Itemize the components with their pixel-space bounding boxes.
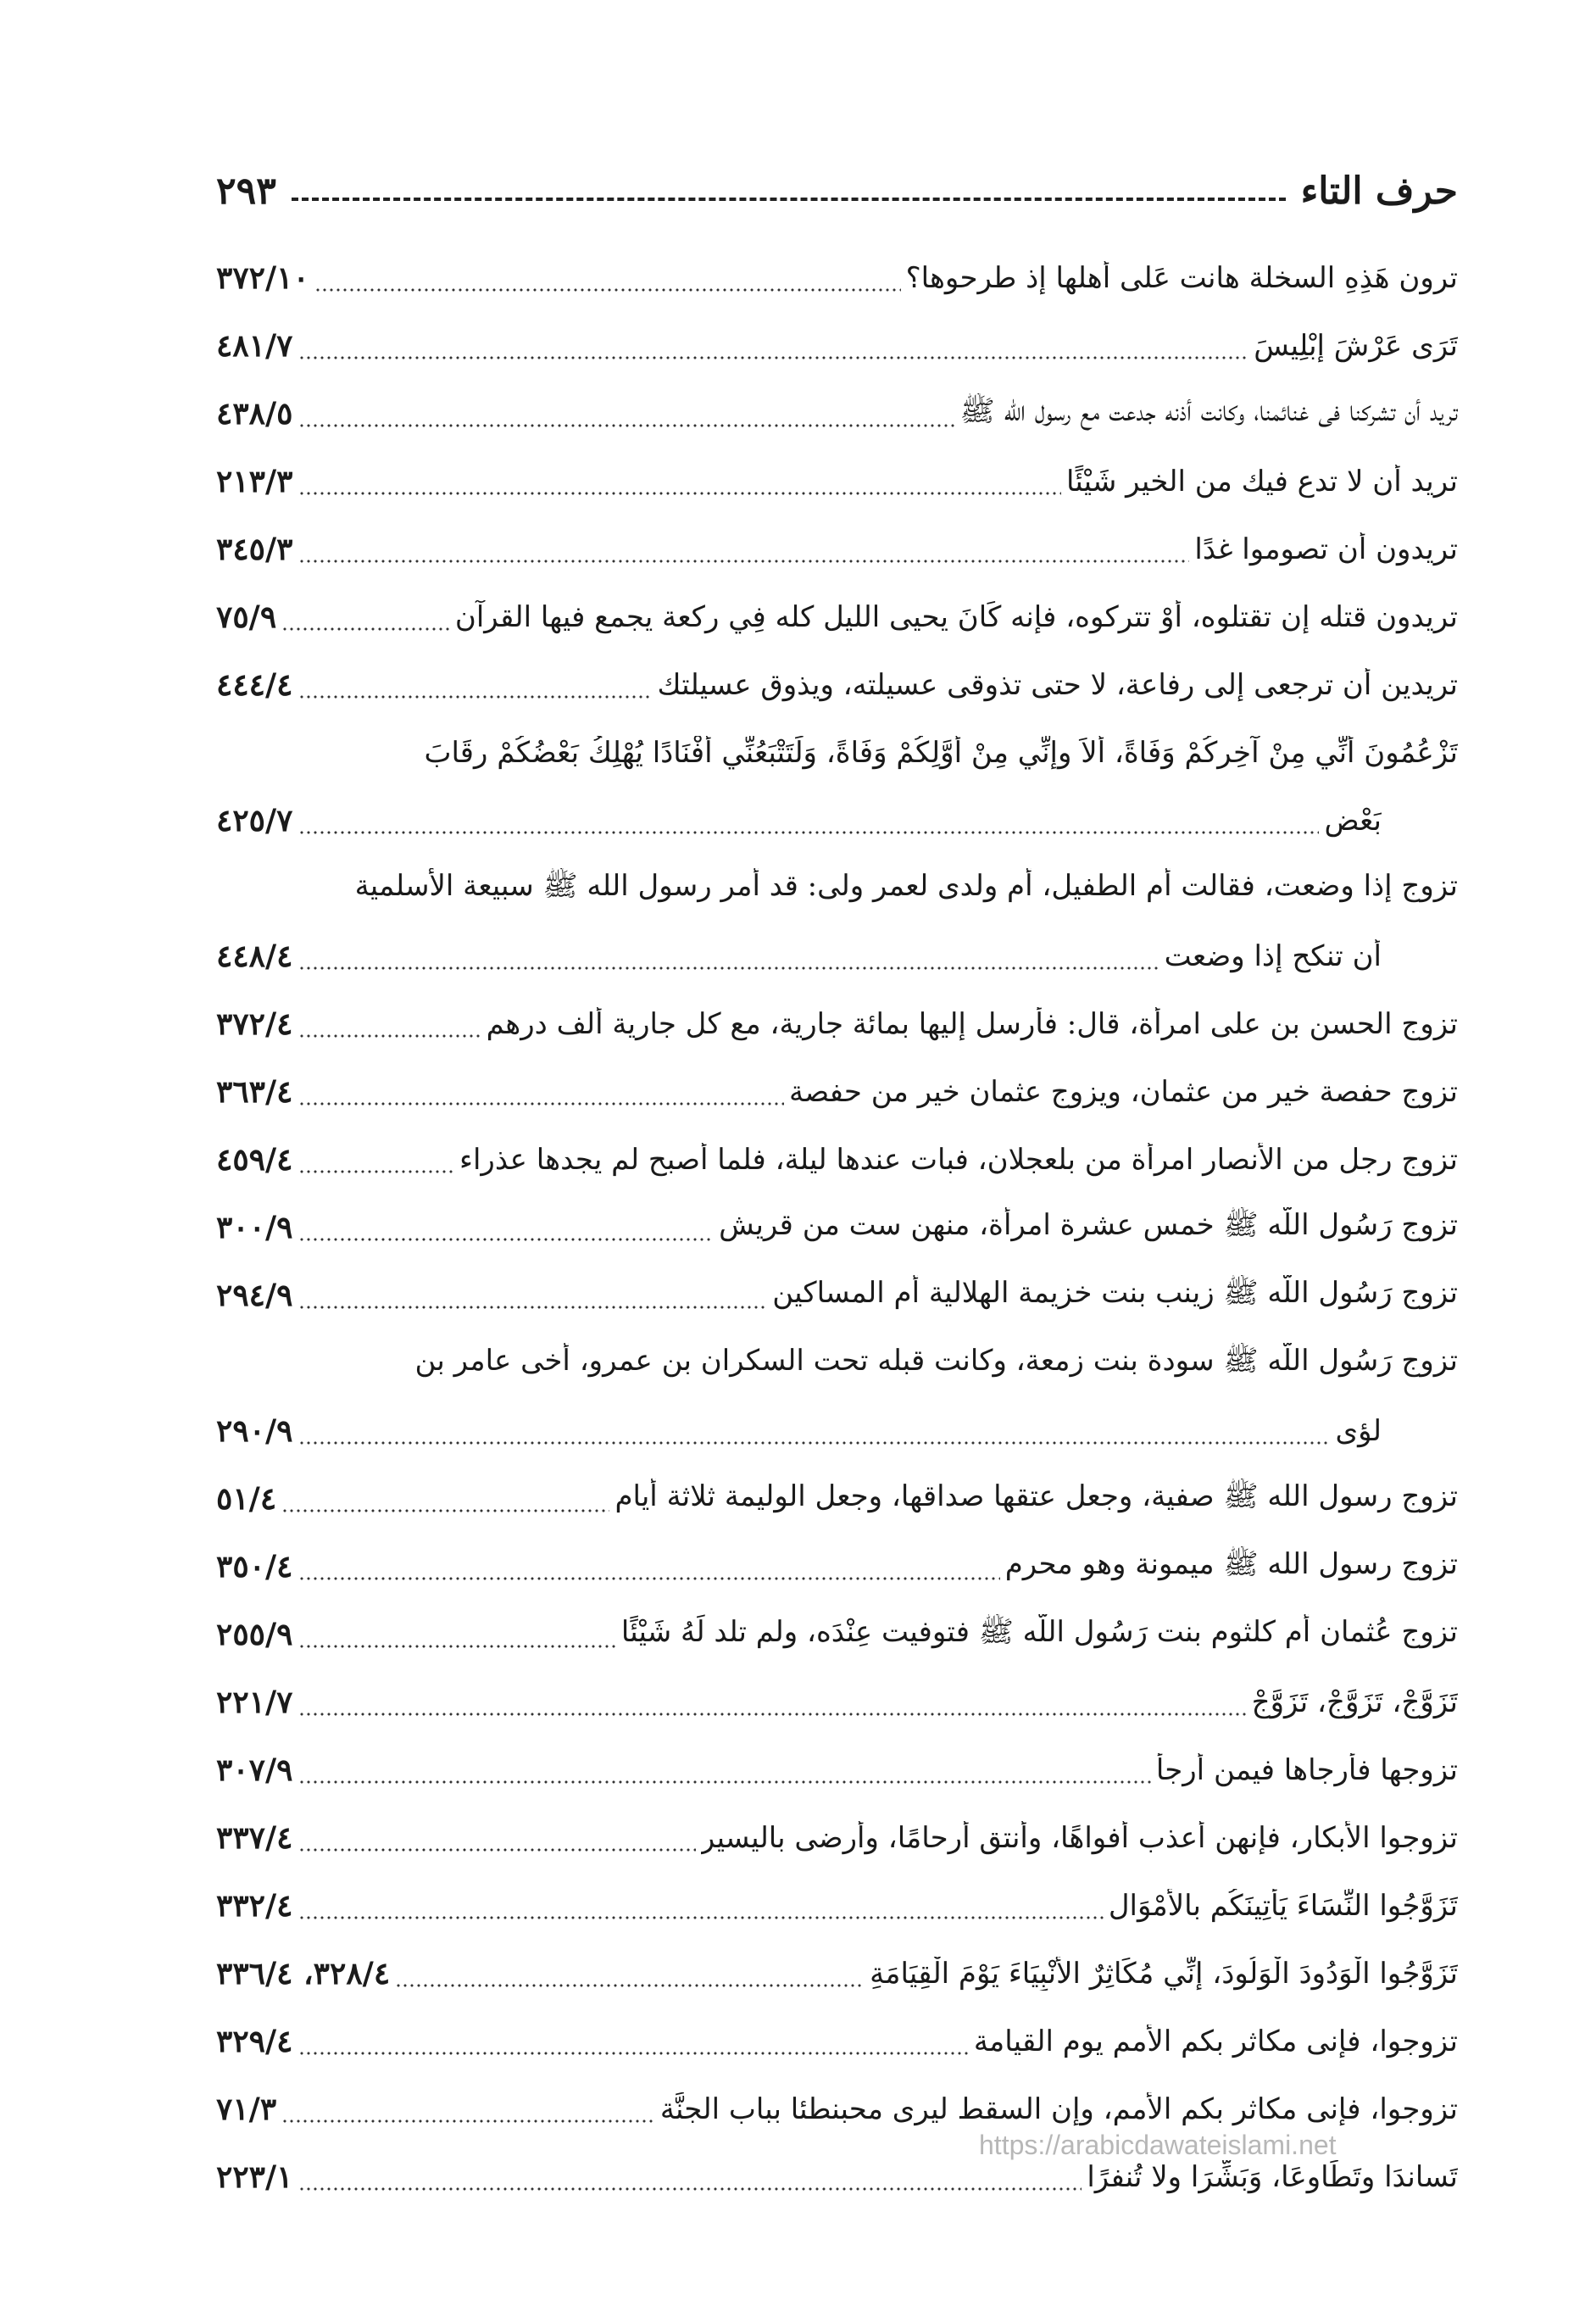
leader-dots	[298, 827, 1320, 838]
volume-page-reference: ٣٥٠/٤	[216, 1549, 293, 1585]
volume-page-reference: ٣٣٧/٤	[216, 1820, 293, 1856]
leader-dots	[298, 1845, 696, 1855]
volume-page-reference: ٣٣٢/٤	[216, 1888, 293, 1924]
index-entry	[216, 1804, 1458, 1872]
volume-page-reference: ٣٠٠/٩	[216, 1210, 293, 1245]
leader-dots	[298, 1438, 1331, 1448]
leader-dots	[298, 556, 1190, 566]
volume-page-reference: ٤٤٤/٤	[216, 667, 293, 703]
index-entry	[216, 651, 1458, 719]
leader-dots	[314, 285, 901, 295]
entry-text: تزوج رسول الله ﷺ صفية، وجعل عتقها صداقها، وجعل الوليمة ثلاثة أيام	[614, 1479, 1458, 1513]
entry-text: تزوج إذا وضعت، فقالت أم الطفيل، أم ولدى لعمر ولى: قد أمر رسول الله ﷺ سبيعة الأسلمية	[354, 868, 1458, 903]
volume-page-reference: ٤٣٨/٥	[216, 396, 293, 432]
entry-text: تَزَوَّجُوا الْوَدُودَ الْوَلُودَ، إِنِّي مُكَاثِرٌ الأَنْبِيَاءَ يَوْمَ الْقِيَامَةِ	[870, 1957, 1458, 1991]
leader-dots	[298, 488, 1062, 498]
entry-text: تزوجوا، فإنى مكاثر بكم الأمم يوم القيامة	[973, 2025, 1458, 2058]
entry-first-line	[216, 1329, 1458, 1397]
entry-line	[216, 1533, 1458, 1601]
entry-text: تزوج رسول الله ﷺ ميمونة وهو محرم	[1004, 1546, 1458, 1581]
volume-page-reference: ٤٥٩/٤	[216, 1142, 293, 1178]
volume-page-reference: ٢٢٣/١	[216, 2159, 293, 2195]
entry-text: تزوجها فأرجاها فيمن أرجأ	[1155, 1753, 1458, 1787]
entry-line	[216, 1804, 1458, 1872]
index-entry	[216, 719, 1458, 855]
leader-dots	[298, 353, 1249, 363]
leader-dots	[298, 421, 955, 431]
entry-text: تزوج رَسُول اللَّه ﷺ زينب بنت خزيمة الهلالية أم المساكين	[772, 1275, 1458, 1310]
entry-text: أن تنكح إذا وضعت	[1164, 939, 1382, 973]
volume-page-reference: ٣٢٩/٤	[216, 2024, 293, 2059]
entry-line	[216, 1058, 1458, 1126]
page-number: ٢٩٣	[216, 169, 276, 213]
entry-text: بَعْضٍ	[1324, 804, 1382, 838]
entry-text: تَزَوَّجْ، تَزَوَّجْ، تَزَوَّجْ	[1251, 1685, 1458, 1719]
entry-text: تزوج رَسُول اللَّه ﷺ خمس عشرة امرأة، منهن ست من قريش	[719, 1207, 1458, 1242]
leader-dots	[298, 1167, 454, 1177]
leader-dots	[298, 1777, 1151, 1787]
volume-page-reference: ٤٢٥/٧	[216, 803, 293, 838]
leader-dots	[298, 692, 653, 702]
volume-page-reference: ٣٤٥/٣	[216, 532, 293, 567]
entry-line	[216, 515, 1458, 583]
entry-first-line	[216, 855, 1458, 922]
entry-line	[216, 1262, 1458, 1329]
index-entry	[216, 583, 1458, 651]
leader-dots	[298, 1099, 784, 1109]
entry-text: تَزَوَّجُوا النِّسَاءَ يَأْتِينَكُم بالأَمْوَال	[1108, 1889, 1458, 1923]
leader-dots	[298, 2184, 1082, 2194]
index-entry	[216, 1465, 1458, 1533]
volume-page-reference: ٢٥٥/٩	[216, 1617, 293, 1652]
entry-line	[216, 312, 1458, 380]
index-entry	[216, 1668, 1458, 1736]
entry-text: تزوج الحسن بن على امرأة، قال: فأرسل إليها بمائة جارية، مع كل جارية ألف درهم	[486, 1007, 1458, 1041]
volume-page-reference: ٣٠٧/٩	[216, 1752, 293, 1788]
volume-page-reference: ٧١/٣	[216, 2091, 277, 2127]
entry-line	[216, 1194, 1458, 1262]
index-entry	[216, 1262, 1458, 1329]
leader-dots	[281, 1506, 609, 1516]
index-entry	[216, 1126, 1458, 1194]
index-entry	[216, 1058, 1458, 1126]
index-entry	[216, 515, 1458, 583]
index-entry	[216, 855, 1458, 990]
entry-text: تَساندَا وتَطَاوعَا، وَبَشِّرَا ولا تُنفرًا	[1087, 2160, 1458, 2194]
entry-text: تريدين أن ترجعى إلى رفاعة، لا حتى تذوقى عسيلته، ويذوق عسيلتك	[657, 668, 1458, 702]
entry-text: تريد أن تشركنا فى غنائمنا، وكانت أذنه جدعت مع رسول الله ﷺ	[959, 393, 1458, 428]
volume-page-reference: ٥١/٤	[216, 1481, 277, 1517]
entry-line	[216, 787, 1458, 855]
entry-line	[216, 244, 1458, 312]
entry-line	[216, 1736, 1458, 1804]
entry-text: تزوج حفصة خير من عثمان، ويزوج عثمان خير من حفصة	[788, 1075, 1458, 1109]
index-entry	[216, 1601, 1458, 1668]
index-list	[216, 244, 1458, 2211]
entry-text: لؤى	[1335, 1414, 1382, 1448]
leader-dots	[298, 963, 1159, 973]
entry-text: ترون هَذِهِ السخلة هانت عَلى أهلها إذ طرحوها؟	[905, 261, 1458, 295]
volume-page-reference: ٣٦٣/٤	[216, 1074, 293, 1110]
index-entry	[216, 448, 1458, 515]
leader-dots	[298, 2048, 969, 2058]
volume-page-reference: ٢٢١/٧	[216, 1685, 293, 1720]
index-entry	[216, 1872, 1458, 1940]
entry-line	[216, 1601, 1458, 1668]
volume-page-reference: ٢٩٠/٩	[216, 1413, 293, 1449]
entry-text: تزوجوا الأبكار، فإنهن أعذب أفواهًا، وأنتق أرحامًا، وأرضى باليسير	[700, 1821, 1458, 1855]
entry-text: تزوج عُثمان أم كلثوم بنت رَسُول اللَّه ﷺ فتوفيت عِنْدَه، ولم تلد لَهُ شَيْئًا	[620, 1614, 1458, 1649]
leader-dots	[298, 1573, 1000, 1584]
index-entry	[216, 1940, 1458, 2008]
page-header	[216, 161, 1458, 220]
volume-page-reference: ٢٩٤/٩	[216, 1278, 293, 1313]
chapter-title: حرف التاء	[1300, 169, 1458, 213]
leader-dots	[298, 1913, 1104, 1923]
index-entry	[216, 1533, 1458, 1601]
volume-page-reference: ٤٤٨/٤	[216, 938, 293, 974]
entry-line	[216, 1465, 1458, 1533]
index-entry	[216, 990, 1458, 1058]
entry-text: تزوج رَسُول اللَّه ﷺ سودة بنت زمعة، وكانت قبله تحت السكران بن عمرو، أخى عامر بن	[414, 1343, 1458, 1378]
index-entry	[216, 244, 1458, 312]
entry-first-line	[216, 719, 1458, 787]
entry-text: تزوجوا، فإنى مكاثر بكم الأمم، وإن السقط ليرى محبنطئا بباب الجنَّة	[659, 2092, 1458, 2126]
entry-text: تريد أن لا تدع فيك من الخير شَيْئًا	[1066, 465, 1458, 498]
entry-line	[216, 990, 1458, 1058]
entry-line	[216, 2008, 1458, 2075]
leader-dots	[298, 1302, 768, 1312]
entry-line	[216, 1940, 1458, 2008]
entry-line	[216, 448, 1458, 515]
entry-line	[216, 651, 1458, 719]
volume-page-reference: ٧٥/٩	[216, 599, 277, 635]
entry-line	[216, 583, 1458, 651]
index-entry	[216, 1736, 1458, 1804]
entry-line	[216, 1668, 1458, 1736]
entry-line	[216, 380, 1458, 448]
leader-dots	[395, 1980, 865, 1991]
volume-page-reference: ٣٧٢/٤	[216, 1006, 293, 1042]
entry-text: تزوج رجل من الأنصار امرأة من بلعجلان، فبات عندها ليلة، فلما أصبح لم يجدها عذراء	[459, 1143, 1458, 1177]
leader-dots	[298, 1234, 715, 1245]
header-rule	[292, 198, 1286, 201]
entry-text: تريدون قتله إن تقتلوه، أَوْ تتركوه، فإنه كَانَ يحيى الليل كله فِي ركعة يجمع فيها القرآن	[454, 600, 1458, 634]
index-entry	[216, 1194, 1458, 1262]
leader-dots	[298, 1709, 1247, 1719]
volume-page-reference: ٣٧٢/١٠	[216, 260, 309, 296]
entry-text: تَزْعُمُونَ أَنِّي مِنْ آخِرِكُمْ وَفَاةً، أَلاَ وإِنِّي مِنْ أَوَّلِكُمْ وَفَاةً، وَلَتَتْبَعُنِّي أَفْنَادًا يُهْلِكُ بَعْضُكُمْ رِقَابَ	[424, 736, 1458, 770]
entry-line	[216, 1872, 1458, 1940]
index-entry	[216, 312, 1458, 380]
volume-page-reference: ٣٢٨/٤، ٣٣٦/٤	[216, 1956, 391, 1991]
volume-page-reference: ٢١٣/٣	[216, 464, 293, 499]
volume-page-reference: ٤٨١/٧	[216, 328, 293, 364]
entry-line	[216, 922, 1458, 990]
leader-dots	[281, 624, 450, 634]
entry-line	[216, 1397, 1458, 1465]
entry-line	[216, 1126, 1458, 1194]
entry-text: تريدون أن تصوموا غدًا	[1194, 532, 1458, 566]
watermark: https://arabicdawateislami.net	[979, 2130, 1337, 2160]
leader-dots	[298, 1641, 616, 1651]
leader-dots	[298, 1031, 481, 1041]
index-entry	[216, 2008, 1458, 2075]
index-entry	[216, 1329, 1458, 1465]
entry-text: تَرَى عَرْشَ إِبْلِيسَ	[1254, 329, 1458, 363]
leader-dots	[281, 2116, 655, 2126]
index-entry	[216, 380, 1458, 448]
